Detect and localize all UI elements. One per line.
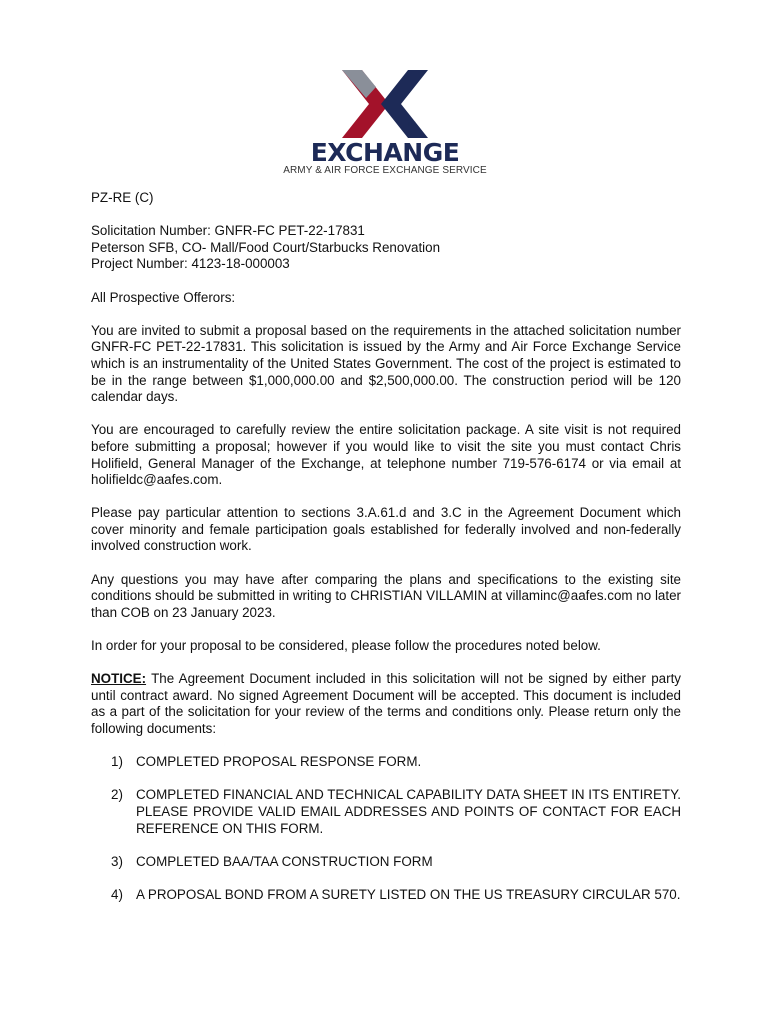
project-location: Peterson SFB, CO- Mall/Food Court/Starbucks Renovation [91, 239, 441, 255]
list-item-number: 3) [111, 853, 123, 869]
list-item [91, 854, 681, 871]
list-item-text: COMPLETED FINANCIAL AND TECHNICAL CAPABILITY DATA SHEET IN ITS ENTIRETY. PLEASE PROVIDE VALID EMAIL ADDRESSES AND POINTS OF CONTACT FOR EACH REFERENCE ON THIS FORM. [136, 787, 681, 836]
exchange-wordmark: EXCHANGE [310, 138, 460, 167]
list-item [91, 787, 681, 837]
paragraph-questions: Any questions you may have after comparing the plans and specifications to the existing site conditions should be submitted in writing to CHRISTIAN VILLAMIN at villaminc@aafes.com no later than COB on 23 January 2023. [91, 571, 681, 620]
notice-text: The Agreement Document included in this solicitation will not be signed by either party until contract award. No signed Agreement Document will be accepted. This document is included as a part of the solicitation for your review of the terms and conditions only. Please return only the following documents: [91, 671, 681, 736]
paragraph-invitation: You are invited to submit a proposal based on the requirements in the attached solicitation number GNFR-FC PET-22-17831. This solicitation is issued by the Army and Air Force Exchange Service which is an instrumentality of the United States Government. The cost of the project is estimated to be in the range between $1,000,000.00 and $2,500,000.00. The construction period will be 120 calendar days. [91, 322, 681, 405]
required-documents-list [91, 754, 681, 903]
list-item-number: 1) [111, 754, 123, 770]
list-item-text: COMPLETED BAA/TAA CONSTRUCTION FORM [136, 853, 433, 869]
exchange-x-logo-icon [340, 70, 430, 138]
trademark-mark: TM [407, 122, 416, 128]
paragraph-participation-goals: Please pay particular attention to sections 3.A.61.d and 3.C in the Agreement Document which cover minority and female participation goals established for federally involved and non-federally involved construction work. [91, 505, 681, 554]
notice-paragraph [91, 671, 681, 737]
solicitation-number: Solicitation Number: GNFR-FC PET-22-17831 [91, 223, 365, 239]
list-item-text: A PROPOSAL BOND FROM A SURETY LISTED ON THE US TREASURY CIRCULAR 570. [136, 886, 681, 902]
notice-label: NOTICE: [91, 671, 147, 687]
list-item [91, 887, 681, 904]
paragraph-site-visit: You are encouraged to carefully review the entire solicitation package. A site visit is not required before submitting a proposal; however if you would like to visit the site you must contact Chris Holifield, General Manager of the Exchange, at telephone number 719-576-6174 or via email at holifieldc@aafes.com. [91, 422, 681, 488]
document-code: PZ-RE (C) [91, 190, 154, 205]
salutation: All Prospective Offerors: [91, 289, 236, 305]
letter-body [91, 190, 681, 920]
project-number: Project Number: 4123-18-000003 [91, 256, 290, 272]
exchange-logo [0, 70, 770, 176]
list-item-number: 2) [111, 787, 123, 803]
paragraph-procedures: In order for your proposal to be considered, please follow the procedures noted below. [91, 638, 601, 654]
exchange-subtitle: ARMY & AIR FORCE EXCHANGE SERVICE [283, 165, 487, 176]
list-item-number: 4) [111, 886, 123, 902]
list-item [91, 754, 681, 771]
list-item-text: COMPLETED PROPOSAL RESPONSE FORM. [136, 754, 422, 770]
